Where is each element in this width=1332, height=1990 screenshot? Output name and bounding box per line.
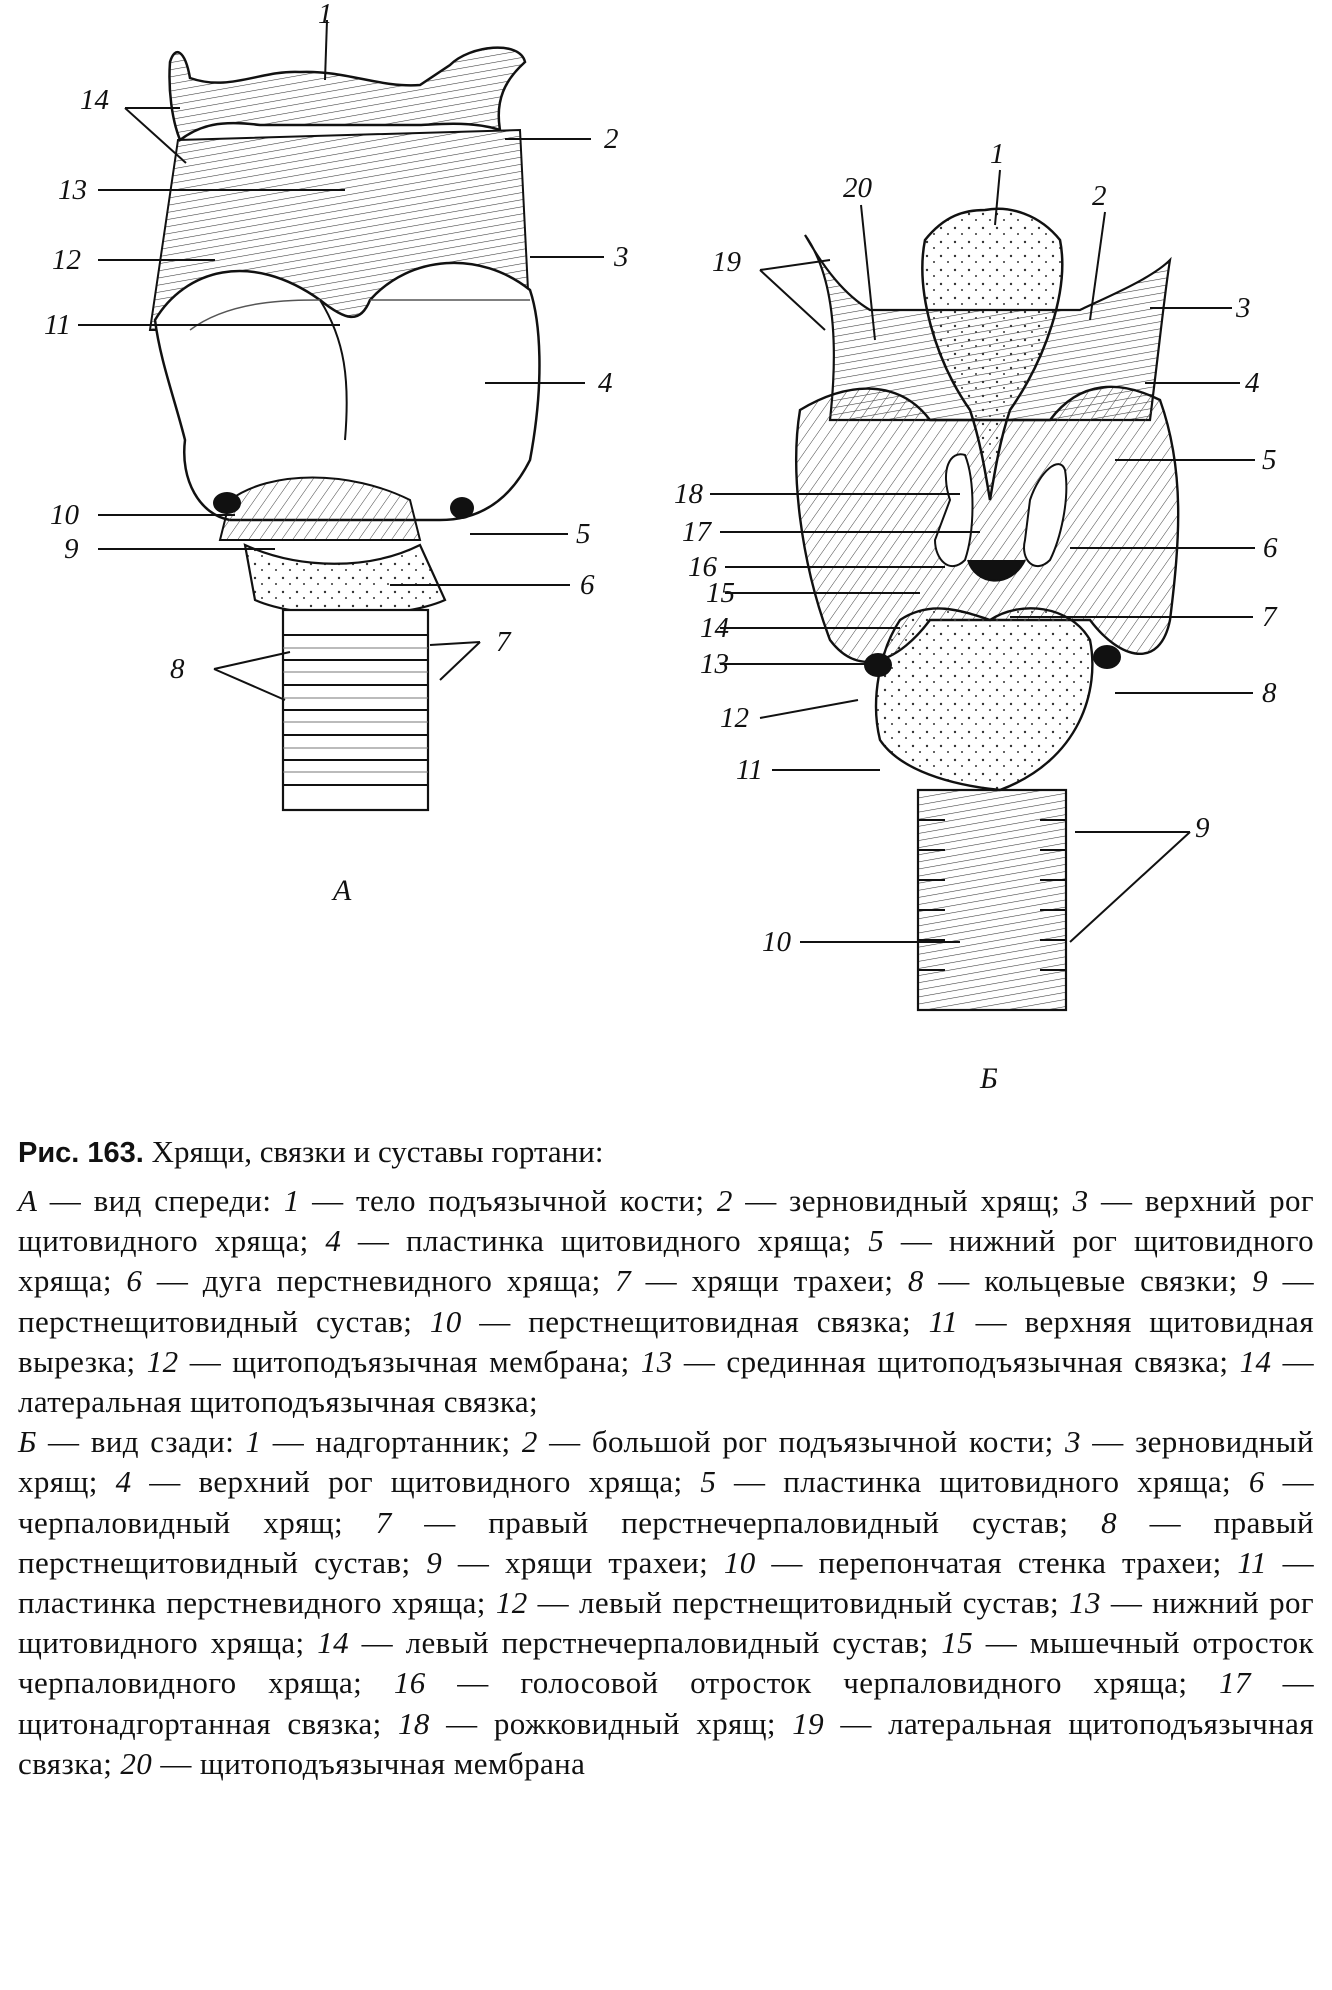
caption-label-number: 17 (1219, 1665, 1251, 1701)
caption-text-segment: — пластинка перстневидного хряща; (18, 1544, 1314, 1621)
label-a-11: 11 (44, 309, 71, 341)
caption-label-number: 20 (120, 1745, 153, 1781)
caption-text-segment: — нижний рог щитовидного хряща; (18, 1223, 1315, 1299)
caption-title (18, 1130, 1314, 1175)
caption-label-number: 3 (1065, 1424, 1081, 1460)
caption-text-segment: — перстнещитовидная связка; (461, 1303, 929, 1339)
label-a-1: 1 (318, 0, 333, 30)
caption-text-segment: — голосовой отросток черпаловидного хряща; (425, 1665, 1220, 1701)
caption-label-number: 10 (723, 1544, 756, 1580)
caption-label-number: 2 (521, 1424, 538, 1460)
label-a-5: 5 (576, 518, 591, 550)
label-a-10: 10 (50, 499, 79, 531)
caption-text-segment: — большой рог подъязычной кости; (537, 1424, 1066, 1460)
caption-label-number: 6 (126, 1263, 143, 1299)
label-b-15: 15 (706, 577, 735, 609)
caption-text-segment: — хрящи трахеи; (631, 1263, 908, 1299)
panel-b-drawing (710, 170, 1255, 1010)
caption-text-segment: — щитонадгортанная связка; (18, 1665, 1314, 1741)
caption-text-segment: — правый перстнечерпаловидный сустав; (391, 1504, 1102, 1540)
label-a-4: 4 (598, 367, 613, 399)
label-b-1: 1 (990, 138, 1005, 170)
caption-text-segment: — кольцевые связки; (923, 1263, 1253, 1299)
caption-text-segment: — вид спереди: (37, 1183, 284, 1218)
caption-label-number: 18 (397, 1705, 430, 1741)
caption-text-segment: — пластинка щитовидного хряща; (716, 1464, 1249, 1500)
caption-label-number: 12 (146, 1343, 179, 1379)
label-b-7: 7 (1262, 601, 1277, 633)
caption-text-segment: — левый перстнещитовидный сустав; (527, 1585, 1070, 1621)
caption-label-number: 9 (426, 1544, 443, 1580)
label-b-6: 6 (1263, 532, 1278, 564)
caption-text-segment: — хрящи трахеи; (442, 1544, 724, 1580)
caption-label-number: 4 (115, 1464, 132, 1500)
caption-label-number: 14 (317, 1625, 349, 1661)
figure-caption (18, 1130, 1314, 1784)
label-a-2: 2 (604, 123, 619, 155)
panel-a-letter: А (333, 874, 352, 907)
label-b-19: 19 (712, 246, 741, 278)
caption-label-number: 2 (716, 1183, 733, 1218)
label-b-12: 12 (720, 702, 749, 734)
caption-text-segment: — нижний рог щитовидного хряща; (18, 1585, 1314, 1661)
caption-label-number: 8 (1101, 1504, 1117, 1540)
caption-text-segment: — рожковидный хрящ; (429, 1705, 793, 1741)
caption-label-number: 11 (928, 1303, 959, 1339)
caption-label-number: Б (18, 1424, 37, 1460)
caption-text-segment: — зерновидный хрящ; (18, 1424, 1314, 1500)
caption-label-number: 10 (429, 1303, 462, 1339)
caption-label-number: 12 (495, 1585, 528, 1621)
label-b-17: 17 (682, 516, 711, 548)
caption-paragraph-b (18, 1422, 1314, 1784)
caption-text-segment: — пластинка щитовидного хряща; (341, 1223, 869, 1259)
label-b-5: 5 (1262, 444, 1277, 476)
caption-label-number: 1 (245, 1424, 262, 1460)
trachea-b (918, 790, 1066, 1010)
caption-text-segment: — перстнещитовидный сустав; (18, 1263, 1314, 1339)
caption-text-segment: — верхний рог щитовидного хряща; (18, 1183, 1314, 1259)
label-a-8: 8 (170, 653, 185, 685)
caption-label-number: 3 (1072, 1183, 1089, 1218)
caption-label-number: 6 (1248, 1464, 1265, 1500)
label-a-12: 12 (52, 244, 81, 276)
label-b-9: 9 (1195, 812, 1210, 844)
label-a-14: 14 (80, 84, 109, 116)
caption-label-number: 4 (325, 1223, 342, 1259)
label-b-8: 8 (1262, 677, 1277, 709)
label-a-7: 7 (496, 626, 511, 658)
caption-text-segment: — тело подъязычной кости; (299, 1183, 717, 1218)
caption-label-number: 9 (1252, 1263, 1269, 1299)
caption-text-segment: — перепончатая стенка трахеи; (755, 1544, 1238, 1580)
label-b-3: 3 (1236, 292, 1251, 324)
caption-text-segment: — щитоподъязычная мембрана (152, 1745, 586, 1781)
label-b-16: 16 (688, 551, 717, 583)
caption-text-segment: — срединная щитоподъязычная связка; (672, 1343, 1240, 1379)
caption-text-segment: — верхний рог щитовидного хряща; (131, 1464, 701, 1500)
label-b-18: 18 (674, 478, 703, 510)
label-b-10: 10 (762, 926, 791, 958)
caption-label-number: 5 (700, 1464, 717, 1500)
label-b-14: 14 (700, 612, 729, 644)
caption-text-segment: — латеральная щитоподъязычная связка; (18, 1705, 1314, 1781)
panel-b-letter: Б (980, 1062, 998, 1095)
figure-number: Рис. 163. (18, 1137, 144, 1169)
caption-paragraph-a (18, 1181, 1314, 1422)
caption-text-segment: — зерновидный хрящ; (732, 1183, 1073, 1218)
caption-text-segment: — щитоподъязычная мембрана; (178, 1343, 641, 1379)
panel-a-drawing (78, 20, 604, 810)
caption-text-segment: — левый перстнечерпаловидный сустав; (349, 1625, 942, 1661)
caption-label-number: 11 (1237, 1544, 1267, 1580)
caption-label-number: 13 (640, 1343, 673, 1379)
caption-label-number: 1 (283, 1183, 300, 1218)
caption-text-segment: — латеральная щитоподъязычная связка; (18, 1343, 1314, 1420)
caption-label-number: 19 (792, 1705, 825, 1741)
label-b-20: 20 (843, 172, 872, 204)
label-b-13: 13 (700, 648, 729, 680)
caption-text-segment: — верхняя щитовидная вырезка; (18, 1303, 1314, 1379)
caption-label-number: 5 (868, 1223, 885, 1259)
caption-label-number: 8 (907, 1263, 924, 1299)
caption-text-segment: — правый перстнещитовидный сустав; (18, 1504, 1314, 1580)
caption-label-number: 7 (615, 1263, 632, 1299)
label-b-4: 4 (1245, 367, 1260, 399)
caption-text-segment: — дуга перстневидного хряща; (142, 1263, 616, 1299)
label-a-3: 3 (614, 241, 629, 273)
caption-title-text: Хрящи, связки и суставы гортани: (143, 1134, 604, 1169)
caption-label-number: 7 (375, 1504, 392, 1540)
caption-label-number: 15 (941, 1625, 974, 1661)
caption-label-number: 13 (1069, 1585, 1101, 1621)
label-a-6: 6 (580, 569, 595, 601)
caption-text-segment: — мышечный отросток черпаловидного хряща; (18, 1625, 1314, 1701)
label-b-11: 11 (736, 754, 763, 786)
caption-label-number: 14 (1239, 1343, 1272, 1379)
label-a-9: 9 (64, 533, 79, 565)
trachea-a (283, 610, 428, 810)
caption-text-segment: — надгортанник; (261, 1424, 522, 1460)
label-a-13: 13 (58, 174, 87, 206)
caption-text-segment: — черпаловидный хрящ; (18, 1464, 1314, 1540)
caption-label-number: 16 (393, 1665, 426, 1701)
caption-text-segment: — вид сзади: (36, 1424, 246, 1460)
label-b-2: 2 (1092, 180, 1107, 212)
caption-label-number: А (18, 1183, 38, 1218)
